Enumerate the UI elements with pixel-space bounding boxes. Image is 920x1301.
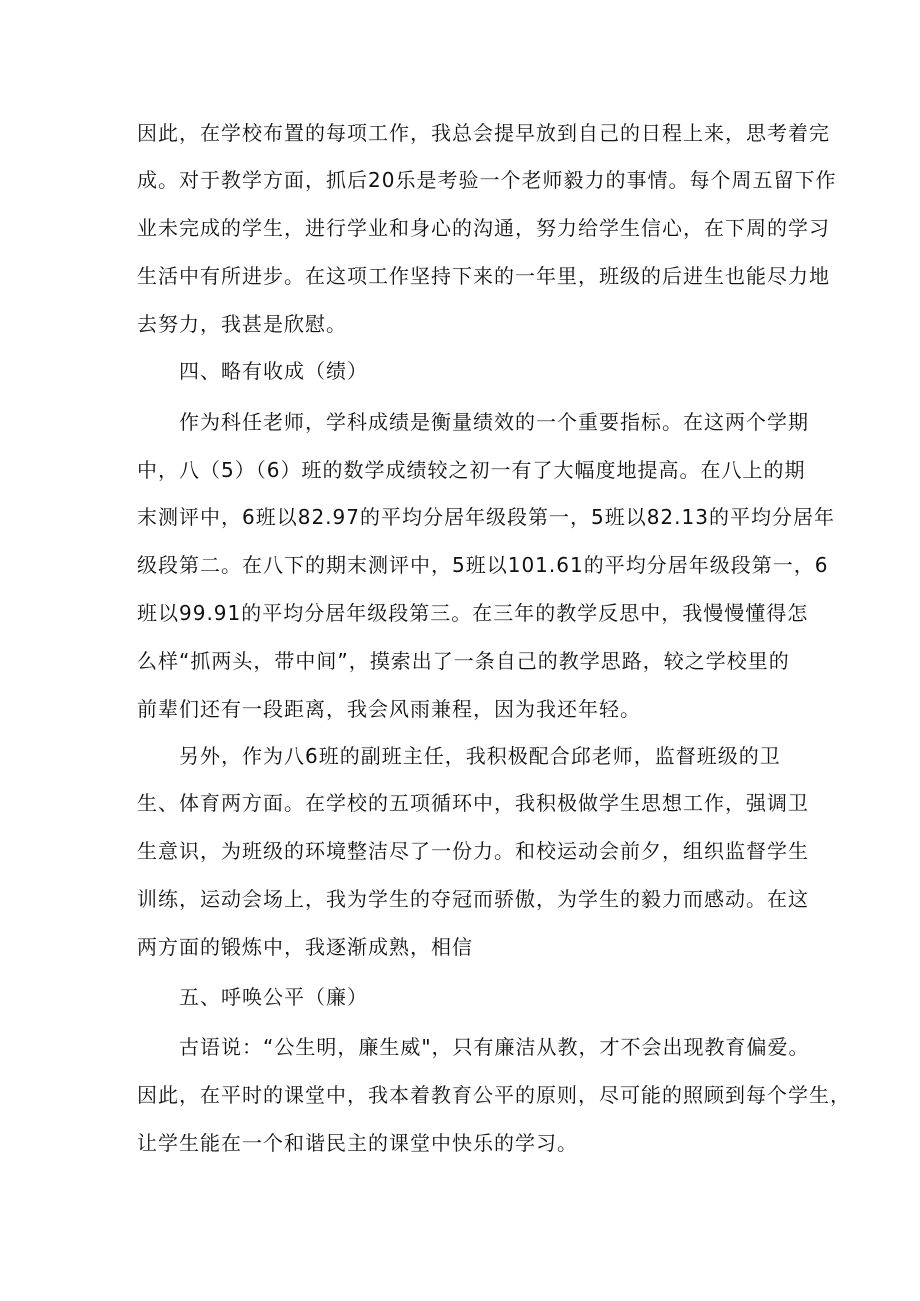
paragraph-line: 生、体育两方面。在学校的五项循环中，我积极做学生思想工作，强调卫 (137, 791, 809, 815)
section-heading: 五、呼唤公平（廉） (179, 985, 368, 1009)
paragraph-line: 业未完成的学生，进行学业和身心的沟通，努力给学生信心，在下周的学习 (137, 216, 830, 240)
paragraph-line: 班以99.91的平均分居年级段第三。在三年的教学反思中，我慢慢懂得怎 (137, 601, 809, 625)
paragraph-line: 去努力，我甚是欣慰。 (137, 312, 347, 336)
paragraph-line: 古语说：“公生明，廉生威"，只有廉洁从教，才不会出现教育偏爱。 (179, 1035, 810, 1059)
paragraph-line: 成。对于教学方面，抓后20乐是考验一个老师毅力的事情。每个周五留下作 (137, 168, 837, 192)
paragraph-line: 因此，在学校布置的每项工作，我总会提早放到自己的日程上来，思考着完 (137, 121, 830, 145)
paragraph-line: 级段第二。在八下的期末测评中，5班以101.61的平均分居年级段第一，6 (137, 553, 829, 577)
paragraph-line: 另外，作为八6班的副班主任，我积极配合邱老师，监督班级的卫 (179, 744, 781, 768)
section-heading: 四、略有收成（绩） (179, 359, 368, 383)
paragraph-line: 生活中有所进步。在这项工作坚持下来的一年里，班级的后进生也能尽力地 (137, 264, 830, 288)
paragraph-line: 作为科任老师，学科成绩是衡量绩效的一个重要指标。在这两个学期 (179, 410, 809, 434)
paragraph-line: 末测评中，6班以82.97的平均分居年级段第一，5班以82.13的平均分居年 (137, 505, 835, 529)
paragraph-line: 中，八（5）（6）班的数学成绩较之初一有了大幅度地提高。在八上的期 (137, 458, 806, 482)
paragraph-line: 两方面的锻炼中，我逐渐成熟，相信 (137, 935, 473, 959)
paragraph-line: 生意识，为班级的环境整洁尽了一份力。和校运动会前夕，组织监督学生 (137, 839, 809, 863)
paragraph-line: 训练，运动会场上，我为学生的夺冠而骄傲，为学生的毅力而感动。在这 (137, 887, 809, 911)
paragraph-line: 么样“抓两头，带中间”，摸索出了一条自己的教学思路，较之学校里的 (137, 649, 790, 673)
paragraph-line: 让学生能在一个和谐民主的课堂中快乐的学习。 (137, 1131, 578, 1155)
paragraph-line: 因此，在平时的课堂中，我本着教育公平的原则，尽可能的照顾到每个学生， (137, 1083, 851, 1107)
paragraph-line: 前辈们还有一段距离，我会风雨兼程，因为我还年轻。 (137, 697, 641, 721)
